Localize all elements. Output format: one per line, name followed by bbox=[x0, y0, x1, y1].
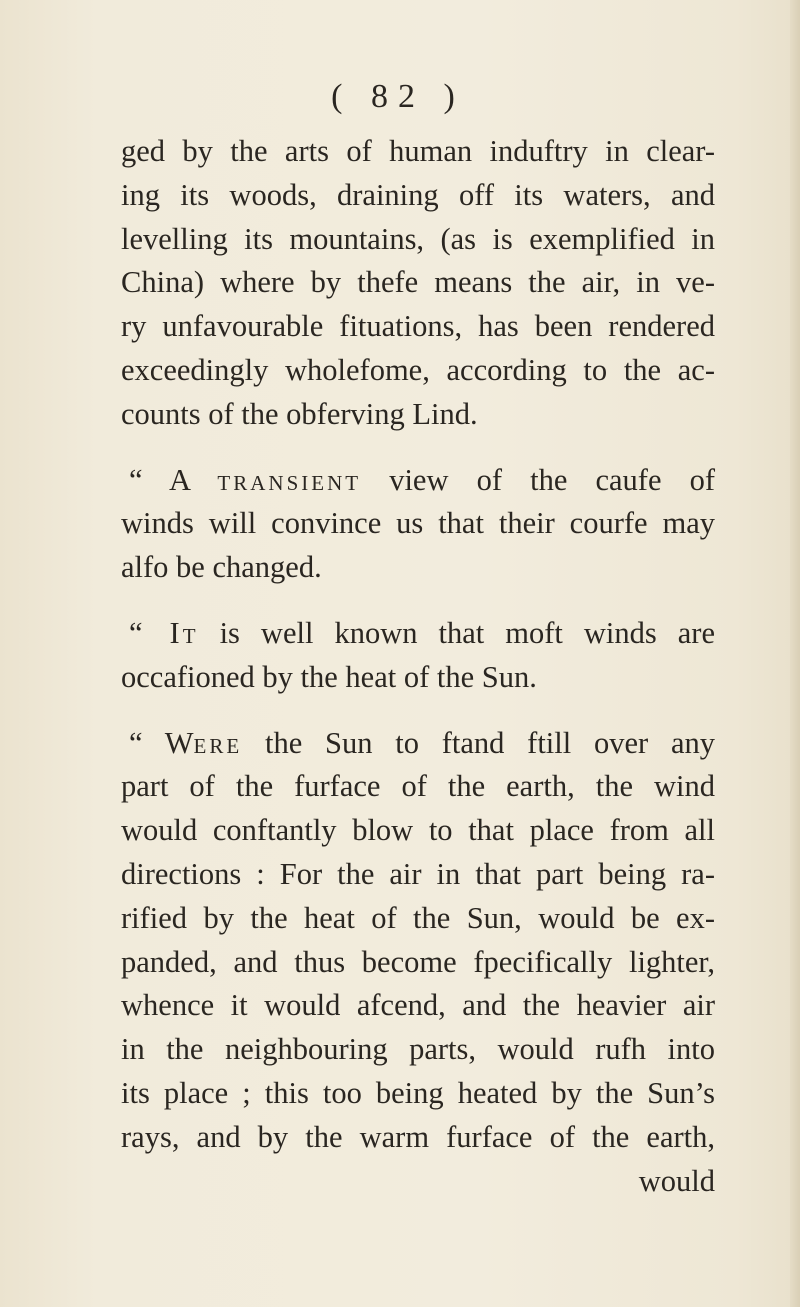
paragraph bbox=[121, 612, 715, 700]
text-line bbox=[121, 722, 715, 766]
small-caps-word: ere bbox=[193, 725, 243, 760]
lead-mark: “ It bbox=[129, 615, 199, 650]
text-line: directions : For the air in that part being ra- bbox=[121, 856, 715, 891]
text-line: exceedingly wholefome, according to the ac- bbox=[121, 352, 715, 387]
body-text bbox=[121, 130, 715, 1203]
lead-mark: “ W bbox=[129, 725, 194, 760]
text-run: is well known that moft winds are bbox=[198, 615, 715, 650]
catchword: would bbox=[638, 1163, 715, 1198]
text-line bbox=[121, 612, 715, 656]
text-line: ry unfavourable fituations, has been rendered bbox=[121, 309, 715, 344]
text-line: occafioned by the heat of the Sun. bbox=[121, 659, 537, 694]
paragraph bbox=[121, 459, 715, 590]
text-line: its place ; this too being heated by the Sun’s bbox=[121, 1075, 715, 1110]
page-number: ( 82 ) bbox=[331, 78, 465, 115]
text-line: ged by the arts of human induftry in clear- bbox=[121, 134, 715, 168]
text-line bbox=[121, 459, 715, 503]
paragraph bbox=[121, 722, 715, 1204]
text-line: part of the furface of the earth, the wind bbox=[121, 769, 715, 804]
text-line: levelling its mountains, (as is exemplified in bbox=[121, 221, 715, 256]
text-line: rays, and by the warm furface of the earth, bbox=[121, 1119, 715, 1154]
text-line: would conftantly blow to that place from all bbox=[121, 813, 715, 848]
text-line: ing its woods, draining off its waters, and bbox=[121, 177, 715, 212]
text-line: whence it would afcend, and the heavier air bbox=[121, 988, 715, 1023]
text-run: the Sun to ftand ftill over any bbox=[242, 725, 715, 760]
text-line: counts of the obferving Lind. bbox=[121, 396, 478, 431]
paragraph bbox=[121, 130, 715, 437]
lead-mark: “ A bbox=[129, 462, 190, 497]
text-line: rified by the heat of the Sun, would be ex- bbox=[121, 900, 715, 935]
small-caps-word: transient bbox=[217, 462, 362, 497]
page-edge bbox=[790, 0, 800, 1307]
text-line: in the neighbouring parts, would rufh into bbox=[121, 1032, 715, 1067]
text-line: panded, and thus become fpecifically lighter, bbox=[121, 944, 715, 979]
text-line: winds will convince us that their courfe may bbox=[121, 506, 715, 541]
text-line: alfo be changed. bbox=[121, 550, 322, 585]
text-line: China) where by thefe means the air, in ve- bbox=[121, 265, 715, 300]
text-run: view of the caufe of bbox=[361, 462, 715, 497]
